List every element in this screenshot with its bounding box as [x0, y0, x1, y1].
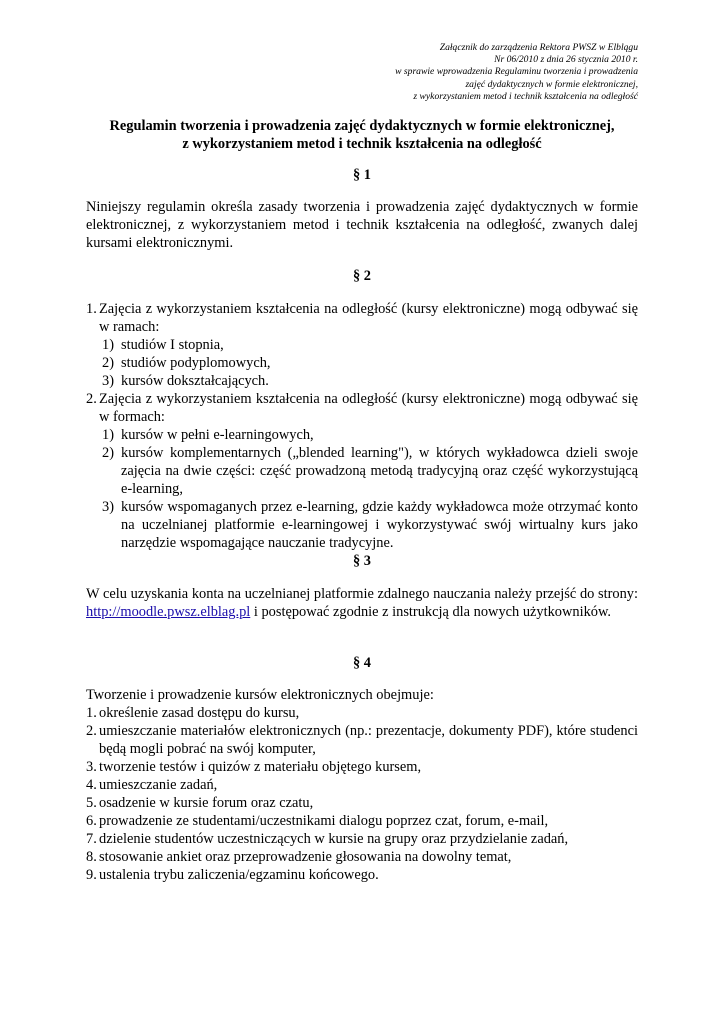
- item-number: 1.: [86, 705, 97, 721]
- item-number: 5.: [86, 795, 97, 811]
- item-number: 2): [102, 355, 114, 371]
- moodle-link[interactable]: http://moodle.pwsz.elblag.pl: [86, 604, 251, 620]
- list-item: [86, 848, 638, 866]
- item-text: ustalenia trybu zaliczenia/egzaminu końcowego.: [99, 867, 379, 883]
- header-line: z wykorzystaniem metod i technik kształcenia na odległość: [413, 90, 638, 102]
- list-item: [86, 704, 638, 722]
- item-text: umieszczanie zadań,: [99, 777, 218, 793]
- item-text: stosowanie ankiet oraz przeprowadzenie głosowania na dowolny temat,: [99, 849, 512, 865]
- document-title: [86, 117, 638, 153]
- list-item: [86, 866, 638, 884]
- list-item: [86, 390, 638, 426]
- section-4-intro: Tworzenie i prowadzenie kursów elektronicznych obejmuje:: [86, 687, 434, 703]
- item-number: 9.: [86, 867, 97, 883]
- item-text: kursów dokształcających.: [121, 373, 269, 389]
- item-number: 2): [102, 445, 114, 461]
- list-item: [86, 300, 638, 336]
- section-4-heading: § 4: [353, 655, 371, 671]
- list-item: [86, 776, 638, 794]
- header-line: Załącznik do zarządzenia Rektora PWSZ w Elblągu: [439, 42, 638, 53]
- item-number: 1): [102, 427, 114, 443]
- header-line: w sprawie wprowadzenia Regulaminu tworzenia i prowadzenia: [395, 66, 638, 78]
- item-number: 4.: [86, 777, 97, 793]
- item-text: studiów podyplomowych,: [121, 355, 271, 371]
- attachment-header: [278, 42, 638, 103]
- sub-item: [102, 354, 638, 372]
- item-text: dzielenie studentów uczestniczących w kursie na grupy oraz przydzielanie zadań,: [99, 831, 569, 847]
- item-text: studiów I stopnia,: [121, 337, 224, 353]
- item-number: 8.: [86, 849, 97, 865]
- item-text: prowadzenie ze studentami/uczestnikami dialogu poprzez czat, forum, e-mail,: [99, 813, 549, 829]
- section-3-heading: § 3: [353, 553, 371, 569]
- list-item: [86, 722, 638, 758]
- item-text: kursów w pełni e-learningowych,: [121, 427, 314, 443]
- item-text: kursów wspomaganych przez e-learning, gdzie każdy wykładowca może otrzymać konto na uczelnianej platformie e-learningowej i wykorzystywać swój wirtualny kurs jako narzędzie wspomagające nauczanie tradycyjne.: [121, 499, 638, 551]
- item-text: umieszczanie materiałów elektronicznych (np.: prezentacje, dokumenty PDF), które studenci będą mogli pobrać na swój komputer,: [99, 723, 638, 757]
- title-line-1: Regulamin tworzenia i prowadzenia zajęć dydaktycznych w formie elektronicznej,: [109, 118, 615, 134]
- section-1-text: Niniejszy regulamin określa zasady tworzenia i prowadzenia zajęć dydaktycznych w formie elektronicznej, z wykorzystaniem metod i technik kształcenia na odległość, zwanych dalej kursami elektronicznymi.: [86, 199, 638, 251]
- section-2-list: [86, 300, 638, 552]
- item-number: 3.: [86, 759, 97, 775]
- item-number: 2.: [86, 391, 97, 407]
- section-3-text: [86, 585, 638, 621]
- item-number: 1.: [86, 301, 97, 317]
- item-number: 3): [102, 499, 114, 515]
- item-text: kursów komplementarnych („blended learning"), w których wykładowca dzieli swoje zajęcia na dwie części: część prowadzoną metodą tradycyjną oraz część wykorzystującą e-learning,: [121, 445, 638, 497]
- item-number: 6.: [86, 813, 97, 829]
- sub-item: [102, 498, 638, 552]
- section-3-text-after: i postępować zgodnie z instrukcją dla nowych użytkowników.: [250, 604, 612, 620]
- item-number: 7.: [86, 831, 97, 847]
- section-1-heading: § 1: [353, 167, 371, 183]
- list-item: [86, 758, 638, 776]
- item-number: 3): [102, 373, 114, 389]
- sub-item: [102, 336, 638, 354]
- section-3-text-before: W celu uzyskania konta na uczelnianej platformie zdalnego nauczania należy przejść do strony:: [86, 586, 638, 602]
- item-text: Zajęcia z wykorzystaniem kształcenia na odległość (kursy elektroniczne) mogą odbywać się w formach:: [99, 391, 638, 425]
- section-4-list: [86, 686, 638, 884]
- item-text: określenie zasad dostępu do kursu,: [99, 705, 300, 721]
- list-item: [86, 794, 638, 812]
- header-line: Nr 06/2010 z dnia 26 stycznia 2010 r.: [494, 54, 638, 66]
- item-text: osadzenie w kursie forum oraz czatu,: [99, 795, 314, 811]
- item-text: Zajęcia z wykorzystaniem kształcenia na odległość (kursy elektroniczne) mogą odbywać się w ramach:: [99, 301, 638, 335]
- list-item: [86, 812, 638, 830]
- item-text: tworzenie testów i quizów z materiału objętego kursem,: [99, 759, 422, 775]
- sub-item: [102, 372, 638, 390]
- item-number: 2.: [86, 723, 97, 739]
- header-line: zajęć dydaktycznych w formie elektronicznej,: [465, 78, 638, 90]
- item-number: 1): [102, 337, 114, 353]
- title-line-2: z wykorzystaniem metod i technik kształcenia na odległość: [182, 136, 542, 152]
- list-item: [86, 830, 638, 848]
- sub-item: [102, 444, 638, 498]
- sub-item: [102, 426, 638, 444]
- section-2-heading: § 2: [353, 268, 371, 284]
